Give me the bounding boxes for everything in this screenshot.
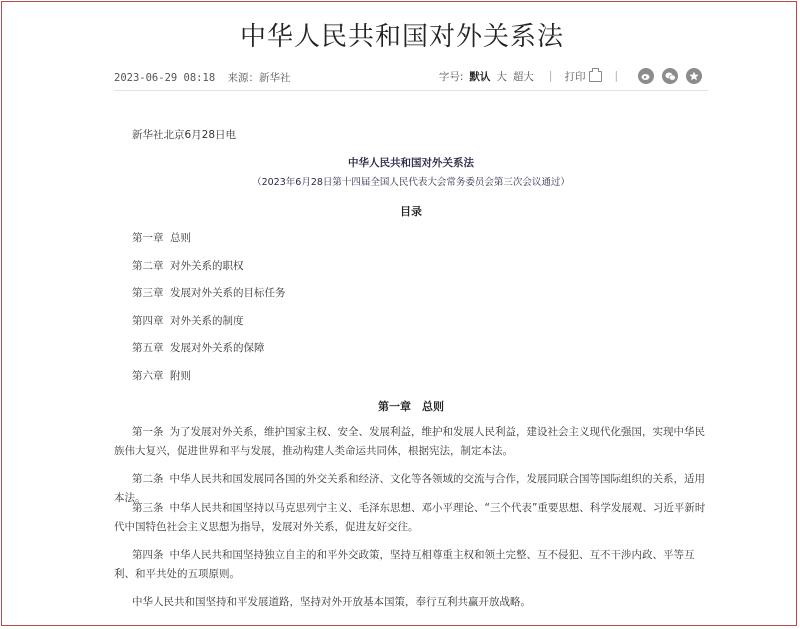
print-button[interactable] (564, 69, 602, 84)
article-meta (114, 70, 296, 85)
article-number: 第三条 (132, 502, 164, 514)
toc-heading: 目录 (400, 205, 422, 218)
article-text: 为了发展对外关系，维护国家主权、安全、发展利益，维护和发展人民利益，建设社会主义现代化强国，实现中华民族伟大复兴，促进世界和平与发展，推动构建人类命运共同体，根据宪法，制定本法。 (114, 426, 705, 457)
toc-item (132, 257, 286, 285)
toc-item-number: 第四章 (132, 314, 164, 327)
law-subtitle: （2023年6月28日第十四届全国人民代表大会常务委员会第三次会议通过） (252, 177, 570, 188)
article-paragraph (114, 546, 708, 584)
page-title: 中华人民共和国对外关系法 (239, 22, 564, 52)
chapter-heading: 第一章 总则 (378, 400, 444, 413)
toc-item-number: 第三章 (132, 287, 164, 299)
table-of-contents (132, 229, 286, 394)
toc-item-title: 附则 (170, 369, 191, 382)
toc-item-title: 总则 (170, 232, 191, 244)
weibo-icon[interactable] (638, 68, 654, 84)
toc-item-number: 第六章 (132, 369, 164, 382)
toc-item (132, 229, 286, 257)
toc-item (132, 284, 286, 312)
wechat-icon[interactable] (662, 68, 678, 84)
article-number: 第一条 (132, 426, 164, 438)
toc-item-number: 第二章 (132, 259, 164, 272)
toolbar-separator-2: | (614, 70, 618, 82)
print-label: 打印 (564, 70, 586, 83)
toc-item (132, 367, 286, 395)
font-size-label: 字号: (438, 70, 464, 83)
publish-date: 2023-06-29 08:18 (114, 72, 216, 84)
article-toolbar (439, 64, 702, 88)
printer-icon (589, 71, 602, 82)
toc-item (132, 312, 286, 340)
toolbar-separator: | (548, 70, 553, 82)
article-number: 第四条 (132, 549, 164, 561)
page-frame (1, 1, 797, 626)
dateline: 新华社北京6月28日电 (132, 129, 237, 141)
article-number: 第二条 (132, 473, 164, 485)
article-source: 来源：新华社 (227, 72, 291, 84)
toc-item-title: 对外关系的职权 (170, 259, 244, 272)
toc-item-title: 发展对外关系的保障 (170, 342, 265, 354)
article-paragraph (114, 499, 708, 537)
font-size-large-button[interactable]: 大 (496, 70, 507, 83)
font-size-xlarge-button[interactable]: 超大 (512, 70, 534, 83)
header-divider (114, 90, 708, 91)
font-size-default-button[interactable]: 默认 (469, 70, 491, 83)
article-paragraph (114, 423, 708, 461)
toc-item-title: 对外关系的制度 (170, 314, 244, 327)
law-title: 中华人民共和国对外关系法 (348, 157, 474, 169)
paragraph: 中华人民共和国坚持和平发展道路，坚持对外开放基本国策，奉行互利共赢开放战略。 (132, 596, 531, 608)
toc-item (132, 339, 286, 367)
favorite-icon[interactable] (686, 68, 702, 84)
article-text: 中华人民共和国发展同各国的外交关系和经济、文化等各领域的交流与合作，发展同联合国等国际组织的关系，适用本法。 (114, 473, 705, 504)
toc-item-number: 第五章 (132, 342, 164, 354)
article-text: 中华人民共和国坚持以马克思列宁主义、毛泽东思想、邓小平理论、“三个代表”重要思想、科学发展观、习近平新时代中国特色社会主义思想为指导，发展对外关系，促进友好交往。 (114, 502, 706, 533)
toc-item-number: 第一章 (132, 232, 164, 244)
article-text: 中华人民共和国坚持独立自主的和平外交政策，坚持互相尊重主权和领土完整、互不侵犯、互不干涉内政、平等互利、和平共处的五项原则。 (114, 549, 695, 580)
toc-item-title: 发展对外关系的目标任务 (170, 287, 286, 299)
